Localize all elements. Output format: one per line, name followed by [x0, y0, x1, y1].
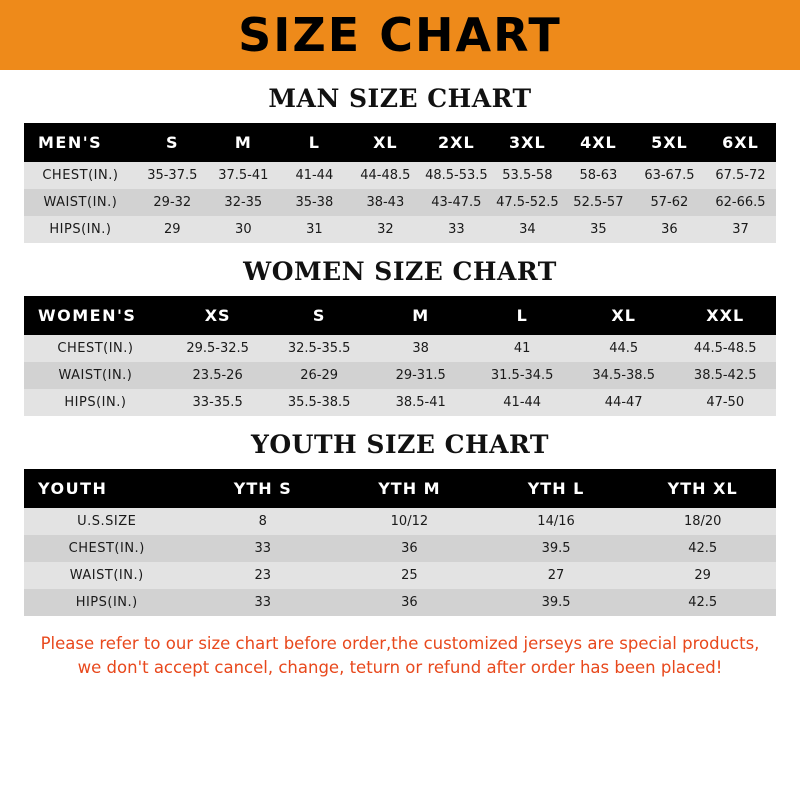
row-label: HIPS(IN.): [64, 395, 127, 410]
table-cell: 43-47.5: [431, 195, 482, 210]
col-header: XL: [611, 306, 636, 325]
table-cell: 26-29: [300, 368, 339, 383]
table-cell: 36: [401, 595, 418, 610]
col-header: WOMEN'S: [38, 306, 137, 325]
section-youth: [24, 430, 776, 616]
col-header: YTH M: [378, 479, 441, 498]
table-cell: 44.5: [609, 341, 639, 356]
table-cell: 44-48.5: [360, 168, 411, 183]
table-header-row: [24, 123, 776, 162]
col-header: XL: [373, 133, 398, 152]
table-cell: 37.5-41: [218, 168, 269, 183]
table-row: [24, 389, 776, 416]
table-cell: 10/12: [390, 514, 429, 529]
table-cell: 32-35: [224, 195, 263, 210]
table-cell: 37: [732, 222, 749, 237]
table-cell: 31: [306, 222, 323, 237]
table-man: [24, 123, 776, 243]
table-cell: 18/20: [683, 514, 722, 529]
table-cell: 41-44: [295, 168, 334, 183]
table-cell: 35-38: [295, 195, 334, 210]
table-cell: 67.5-72: [715, 168, 766, 183]
footer-note-line2: we don't accept cancel, change, teturn or refund after order has been placed!: [77, 657, 723, 677]
row-label: HIPS(IN.): [75, 595, 138, 610]
table-women: [24, 296, 776, 416]
table-cell: 39.5: [541, 541, 571, 556]
table-cell: 29.5-32.5: [186, 341, 249, 356]
table-cell: 48.5-53.5: [425, 168, 488, 183]
row-label: CHEST(IN.): [57, 341, 134, 356]
row-label: HIPS(IN.): [49, 222, 112, 237]
col-header: XXL: [706, 306, 745, 325]
row-label: WAIST(IN.): [43, 195, 118, 210]
col-header: M: [412, 306, 430, 325]
row-label: CHEST(IN.): [68, 541, 145, 556]
table-cell: 32.5-35.5: [287, 341, 351, 356]
table-cell: 29: [164, 222, 181, 237]
page-banner: [0, 0, 800, 70]
table-row: [24, 189, 776, 216]
table-cell: 44-47: [604, 395, 643, 410]
table-cell: 27: [547, 568, 565, 583]
table-cell: 34: [519, 222, 536, 237]
table-cell: 39.5: [541, 595, 571, 610]
table-row: [24, 162, 776, 189]
table-cell: 35: [590, 222, 607, 237]
table-cell: 25: [401, 568, 418, 583]
col-header: YTH S: [233, 479, 292, 498]
table-cell: 38: [412, 341, 429, 356]
col-header: 5XL: [651, 133, 688, 152]
col-header: 2XL: [438, 133, 475, 152]
table-cell: 33-35.5: [192, 395, 243, 410]
table-cell: 33: [254, 595, 272, 610]
table-cell: 33: [254, 541, 272, 556]
table-cell: 63-67.5: [644, 168, 695, 183]
table-cell: 36: [661, 222, 678, 237]
table-cell: 29-32: [153, 195, 192, 210]
table-cell: 23.5-26: [192, 368, 243, 383]
table-cell: 47-50: [706, 395, 745, 410]
col-header: L: [308, 133, 320, 152]
table-row: [24, 216, 776, 243]
row-label: CHEST(IN.): [42, 168, 119, 183]
table-cell: 32: [377, 222, 394, 237]
col-header: M: [234, 133, 252, 152]
table-cell: 58-63: [579, 168, 618, 183]
row-label: U.S.SIZE: [77, 514, 137, 529]
table-cell: 41: [513, 341, 531, 356]
table-cell: 42.5: [688, 541, 718, 556]
table-cell: 38.5-42.5: [693, 368, 757, 383]
col-header: 4XL: [580, 133, 617, 152]
table-cell: 41-44: [503, 395, 542, 410]
table-cell: 34.5-38.5: [592, 368, 655, 383]
col-header: L: [516, 306, 528, 325]
footer-note: [24, 632, 776, 680]
table-row: [24, 508, 776, 535]
table-header-row: [24, 296, 776, 335]
col-header: 3XL: [509, 133, 546, 152]
col-header: 6XL: [722, 133, 759, 152]
table-cell: 29-31.5: [395, 368, 446, 383]
table-cell: 57-62: [650, 195, 689, 210]
table-cell: 35-37.5: [147, 168, 198, 183]
col-header: YOUTH: [38, 479, 108, 498]
col-header: YTH L: [527, 479, 585, 498]
table-cell: 44.5-48.5: [693, 341, 757, 356]
table-cell: 29: [694, 568, 711, 583]
col-header: YTH XL: [667, 479, 738, 498]
section-women: [24, 257, 776, 416]
table-cell: 35.5-38.5: [287, 395, 351, 410]
page-title: SIZE CHART: [238, 8, 562, 62]
table-cell: 42.5: [688, 595, 718, 610]
section-title-women: WOMEN SIZE CHART: [243, 257, 557, 286]
col-header: S: [312, 306, 326, 325]
table-cell: 30: [235, 222, 252, 237]
table-youth: [24, 469, 776, 616]
table-cell: 53.5-58: [502, 168, 553, 183]
table-cell: 62-66.5: [715, 195, 766, 210]
section-title-youth: YOUTH SIZE CHART: [251, 430, 549, 459]
table-row: [24, 362, 776, 389]
table-cell: 14/16: [537, 514, 575, 529]
table-cell: 8: [258, 514, 267, 529]
footer-note-line1: Please refer to our size chart before order,the customized jerseys are special products,: [40, 634, 760, 653]
table-row: [24, 535, 776, 562]
table-row: [24, 562, 776, 589]
table-cell: 38.5-41: [395, 395, 446, 410]
col-header: XS: [204, 306, 231, 325]
table-row: [24, 589, 776, 616]
table-header-row: [24, 469, 776, 508]
table-row: [24, 335, 776, 362]
section-man: [24, 84, 776, 243]
table-cell: 33: [448, 222, 465, 237]
row-label: WAIST(IN.): [69, 568, 144, 583]
table-cell: 52.5-57: [573, 195, 624, 210]
section-title-man: MAN SIZE CHART: [268, 84, 532, 113]
table-cell: 38-43: [366, 195, 405, 210]
col-header: MEN'S: [38, 133, 103, 152]
table-cell: 23: [254, 568, 272, 583]
table-cell: 36: [401, 541, 418, 556]
table-cell: 31.5-34.5: [490, 368, 554, 383]
chart-content: [0, 84, 800, 680]
table-cell: 47.5-52.5: [496, 195, 559, 210]
col-header: S: [166, 133, 179, 152]
row-label: WAIST(IN.): [58, 368, 133, 383]
